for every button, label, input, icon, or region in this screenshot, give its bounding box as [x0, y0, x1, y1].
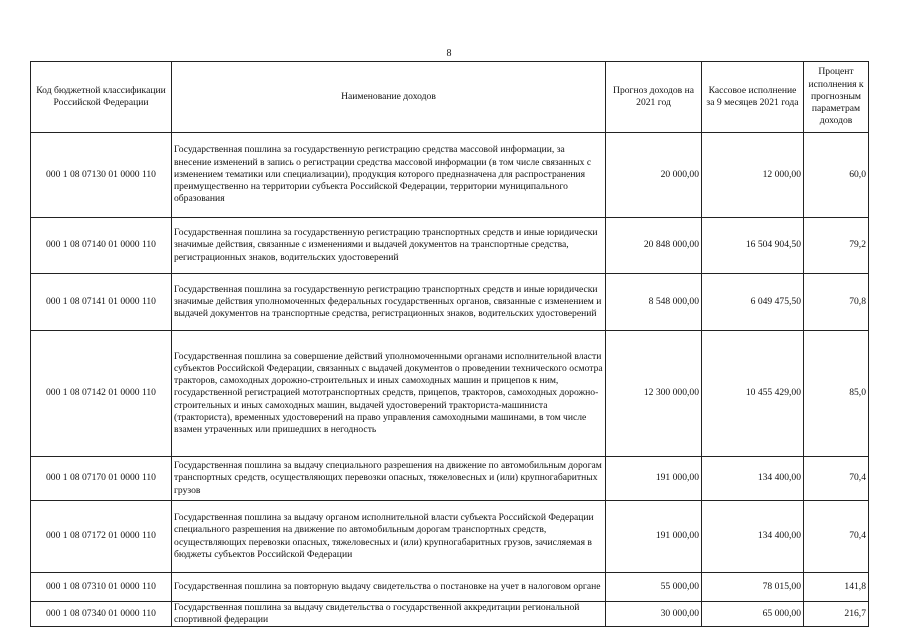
row-forecast: 191 000,00 [606, 501, 702, 573]
row-execution: 65 000,00 [702, 602, 804, 627]
table-row [31, 457, 869, 501]
row-execution: 16 504 904,50 [702, 218, 804, 274]
table-row [31, 218, 869, 274]
row-percent: 85,0 [804, 331, 869, 457]
table-row [31, 274, 869, 331]
table-row [31, 133, 869, 218]
row-name: Государственная пошлина за выдачу органом исполнительной власти субъекта Российской Федерации специального разрешения на движение по автомобильным дорогам транспортных средств, осуществляющих перевозки опасных, тяжеловесных и (или) крупногабаритных грузов, зачисляемая в бюджеты субъектов Российской Федерации [172, 501, 606, 573]
row-percent: 141,8 [804, 573, 869, 602]
revenue-table [30, 61, 869, 627]
row-execution: 78 015,00 [702, 573, 804, 602]
header-execution: Кассовое исполнение за 9 месяцев 2021 года [702, 62, 804, 133]
table-row [31, 331, 869, 457]
row-forecast: 20 848 000,00 [606, 218, 702, 274]
header-code: Код бюджетной классификации Российской Федерации [31, 62, 172, 133]
row-forecast: 55 000,00 [606, 573, 702, 602]
table-row [31, 573, 869, 602]
row-percent: 79,2 [804, 218, 869, 274]
row-execution: 12 000,00 [702, 133, 804, 218]
row-percent: 60,0 [804, 133, 869, 218]
row-forecast: 8 548 000,00 [606, 274, 702, 331]
row-name: Государственная пошлина за государственную регистрацию средства массовой информации, за внесение изменений в запись о регистрации средства массовой информации (в том числе связанных с изменением тематики или специализации), продукция которого предназначена для распространения преимущественно на территории субъекта Российской Федерации, территории муниципального образования [172, 133, 606, 218]
row-code: 000 1 08 07310 01 0000 110 [31, 573, 172, 602]
row-code: 000 1 08 07172 01 0000 110 [31, 501, 172, 573]
row-name: Государственная пошлина за совершение действий уполномоченными органами исполнительной власти субъектов Российской Федерации, связанных с выдачей документов о проведении технического осмотра тракторов, самоходных дорожно-строительных и иных самоходных машин и прицепов к ним, государственной регистрацией мототранспортных средств, прицепов, тракторов, самоходных дорожно-строительных и иных самоходных машин, выдачей удостоверений тракториста-машиниста (тракториста), временных удостоверений на право управления самоходными машинами, в том числе взамен утраченных или пришедших в негодность [172, 331, 606, 457]
header-forecast: Прогноз доходов на 2021 год [606, 62, 702, 133]
row-name: Государственная пошлина за повторную выдачу свидетельства о постановке на учет в налоговом органе [172, 573, 606, 602]
header-name: Наименование доходов [172, 62, 606, 133]
row-forecast: 191 000,00 [606, 457, 702, 501]
row-code: 000 1 08 07142 01 0000 110 [31, 331, 172, 457]
row-forecast: 30 000,00 [606, 602, 702, 627]
row-code: 000 1 08 07140 01 0000 110 [31, 218, 172, 274]
row-name: Государственная пошлина за выдачу свидетельства о государственной аккредитации региональной спортивной федерации [172, 602, 606, 627]
header-percent: Процент исполнения к прогнозным параметрам доходов [804, 62, 869, 133]
row-percent: 70,4 [804, 501, 869, 573]
table-row [31, 602, 869, 627]
row-name: Государственная пошлина за государственную регистрацию транспортных средств и иные юридически значимые действия, связанные с изменениями и выдачей документов на транспортные средства, регистрационных знаков, водительских удостоверений [172, 218, 606, 274]
row-percent: 216,7 [804, 602, 869, 627]
row-code: 000 1 08 07340 01 0000 110 [31, 602, 172, 627]
table-row [31, 501, 869, 573]
row-forecast: 12 300 000,00 [606, 331, 702, 457]
row-name: Государственная пошлина за государственную регистрацию транспортных средств и иные юридически значимые действия уполномоченных федеральных государственных органов, связанные с изменением и выдачей документов на транспортные средства, регистрационных знаков, водительских удостоверений [172, 274, 606, 331]
row-percent: 70,8 [804, 274, 869, 331]
row-execution: 10 455 429,00 [702, 331, 804, 457]
row-execution: 134 400,00 [702, 457, 804, 501]
row-code: 000 1 08 07170 01 0000 110 [31, 457, 172, 501]
row-code: 000 1 08 07141 01 0000 110 [31, 274, 172, 331]
row-execution: 134 400,00 [702, 501, 804, 573]
row-forecast: 20 000,00 [606, 133, 702, 218]
row-name: Государственная пошлина за выдачу специального разрешения на движение по автомобильным дорогам транспортных средств, осуществляющих перевозки опасных, тяжеловесных и (или) крупногабаритных грузов [172, 457, 606, 501]
table-header-row [31, 62, 869, 133]
row-code: 000 1 08 07130 01 0000 110 [31, 133, 172, 218]
row-execution: 6 049 475,50 [702, 274, 804, 331]
page-number: 8 [446, 48, 452, 59]
row-percent: 70,4 [804, 457, 869, 501]
